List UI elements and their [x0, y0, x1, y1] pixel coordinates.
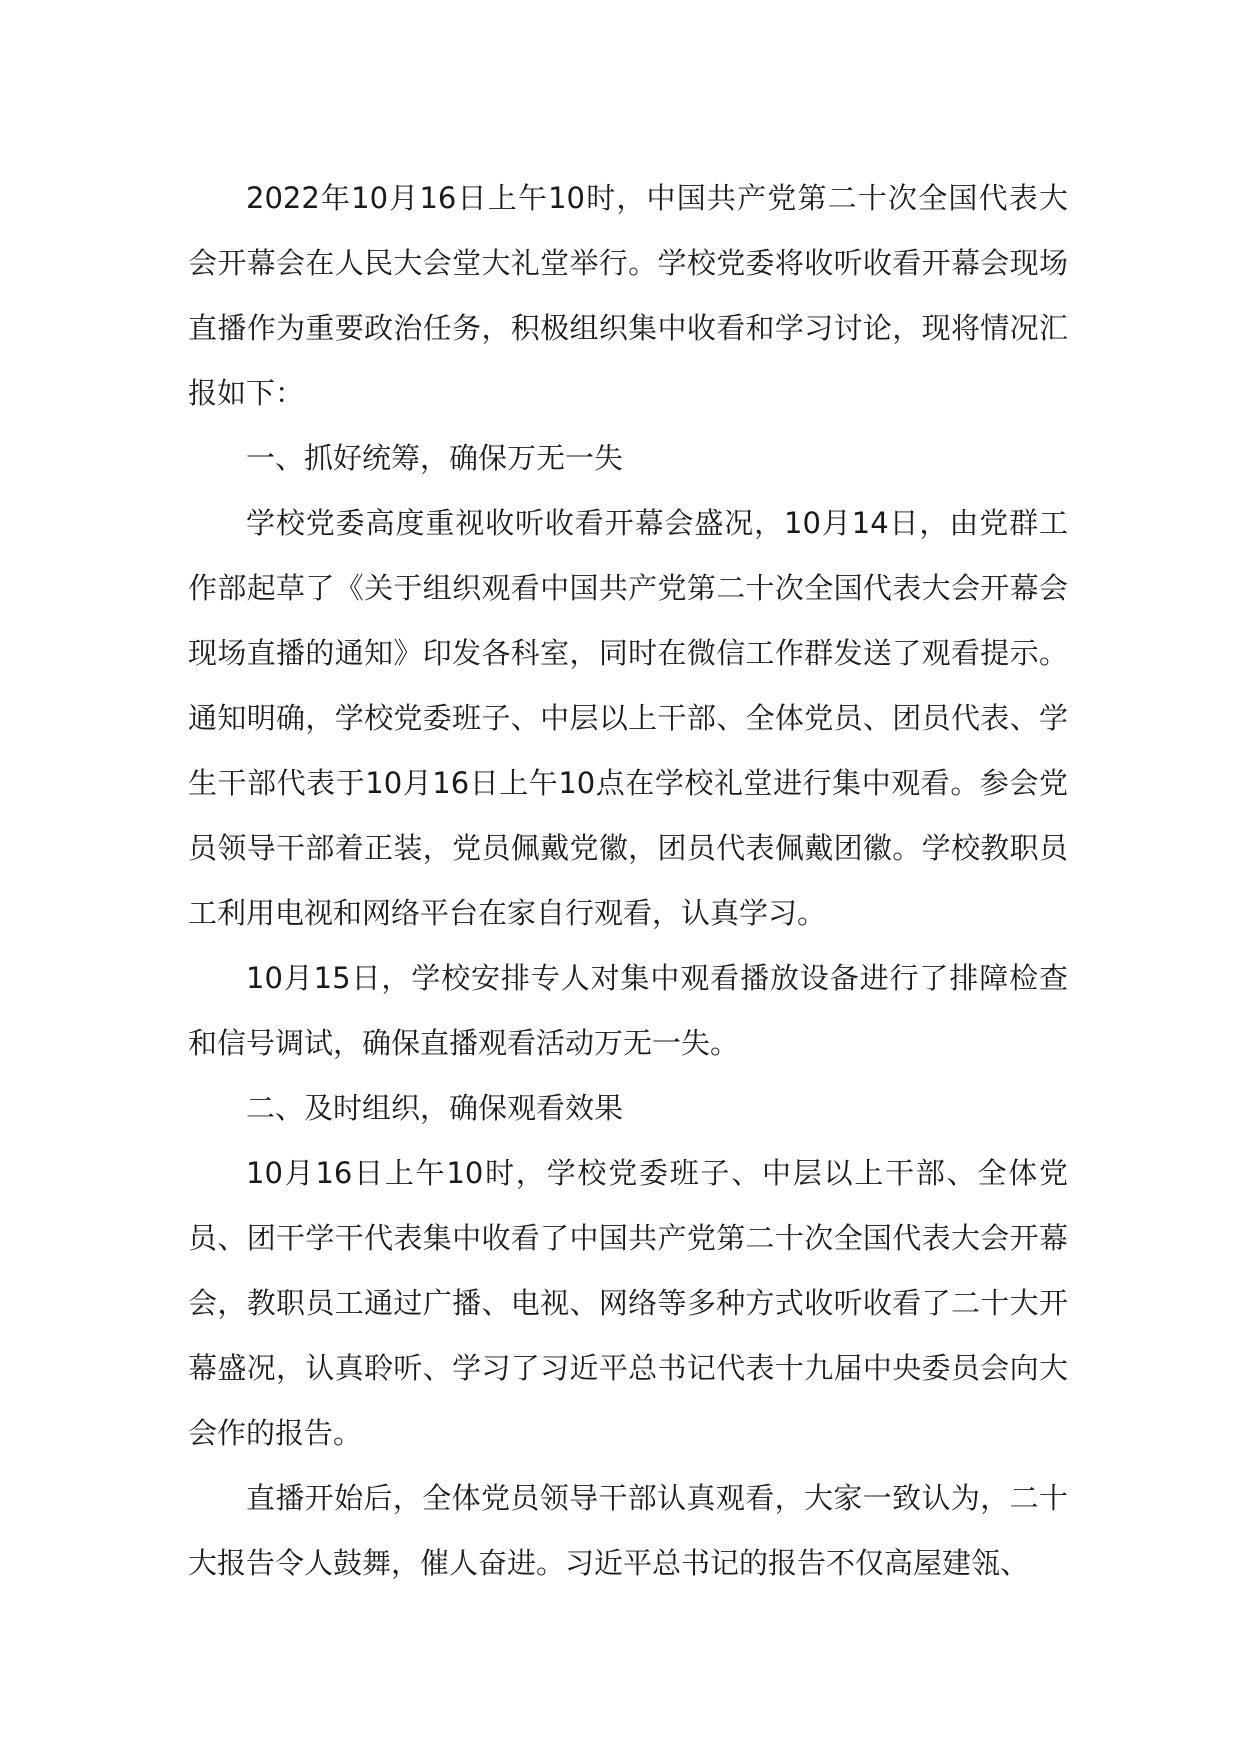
intro-paragraph: 2022年10月16日上午10时，中国共产党第二十次全国代表大会开幕会在人民大会堂大礼堂举行。学校党委将收听收看开幕会现场直播作为重要政治任务，积极组织集中收看和学习讨论，现将情况汇报如下： — [188, 181, 1068, 410]
body-paragraph: 学校党委高度重视收听收看开幕会盛况，10月14日，由党群工作部起草了《关于组织观看中国共产党第二十次全国代表大会开幕会现场直播的通知》印发各科室，同时在微信工作群发送了观看提示。通知明确，学校党委班子、中层以上干部、全体党员、团员代表、学生干部代表于10月16日上午10点在学校礼堂进行集中观看。参会党员领导干部着正装，党员佩戴党徽，团员代表佩戴团徽。学校教职员工利用电视和网络平台在家自行观看，认真学习。 — [188, 506, 1068, 930]
document-body — [188, 166, 1068, 1596]
section-heading-1: 一、抓好统筹，确保万无一失 — [246, 441, 624, 475]
body-paragraph: 直播开始后，全体党员领导干部认真观看，大家一致认为，二十大报告令人鼓舞，催人奋进。习近平总书记的报告不仅高屋建瓴、 — [188, 1481, 1068, 1580]
body-paragraph: 10月16日上午10时，学校党委班子、中层以上干部、全体党员、团干学干代表集中收看了中国共产党第二十次全国代表大会开幕会，教职员工通过广播、电视、网络等多种方式收听收看了二十大开幕盛况，认真聆听、学习了习近平总书记代表十九届中央委员会向大会作的报告。 — [188, 1156, 1068, 1450]
section-heading-2: 二、及时组织，确保观看效果 — [246, 1091, 624, 1125]
body-paragraph: 10月15日，学校安排专人对集中观看播放设备进行了排障检查和信号调试，确保直播观看活动万无一失。 — [188, 961, 1068, 1060]
